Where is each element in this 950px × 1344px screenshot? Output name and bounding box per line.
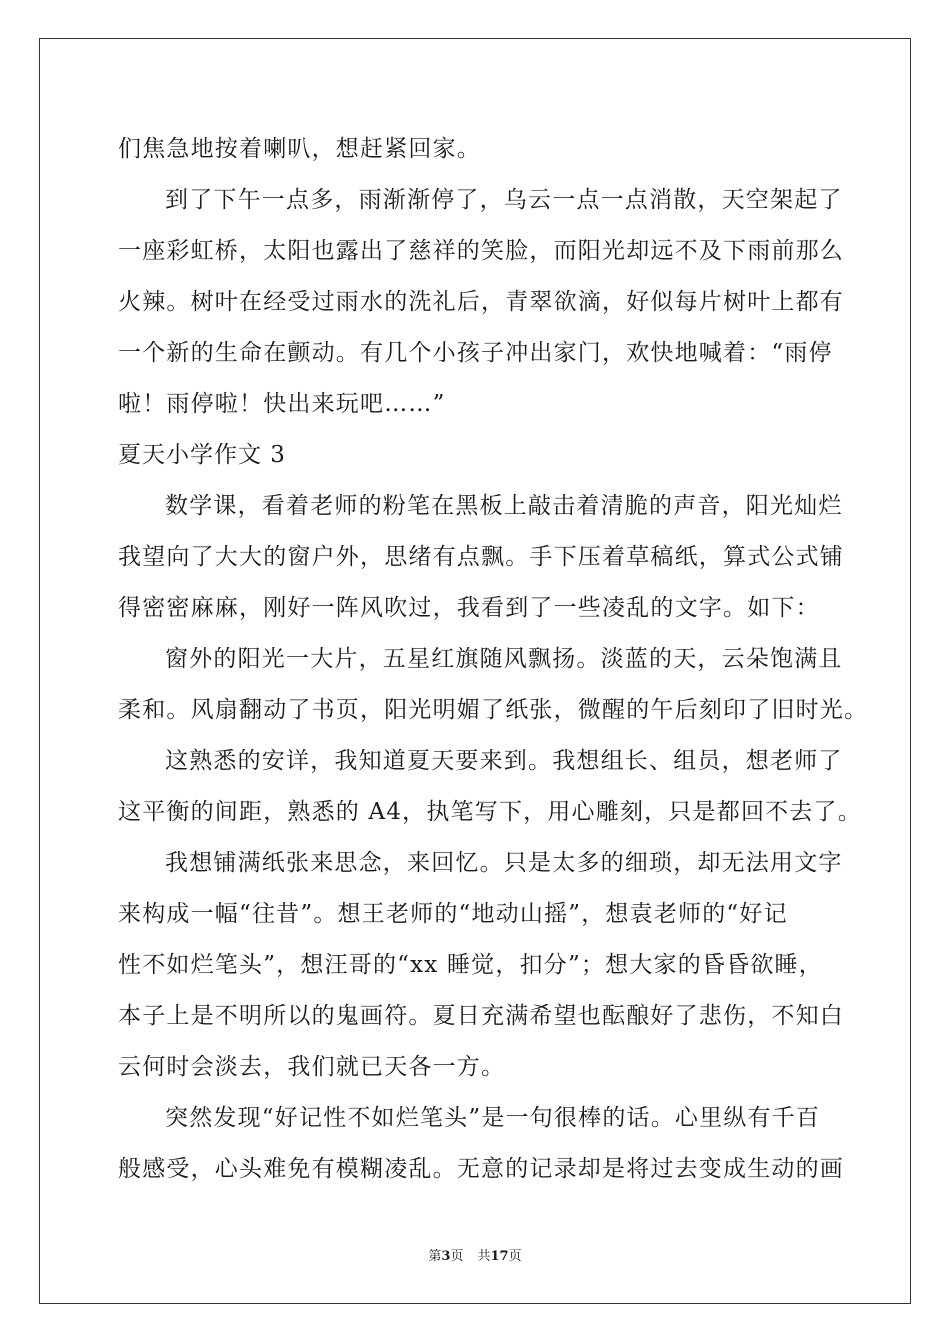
document-body [118,124,869,1195]
text-line-2: 到了下午一点多，雨渐渐停了，乌云一点一点消散，天空架起了 [165,187,843,213]
text-line-12: 柔和。风扇翻动了书页，阳光明媚了纸张，微醒的午后刻印了旧时光。 [118,697,869,723]
text-line-10: 得密密麻麻，刚好一阵风吹过，我看到了一些凌乱的文字。如下： [118,595,820,621]
text-line-20: 突然发现“好记性不如烂笔头”是一句很棒的话。心里纵有千百 [165,1105,821,1131]
text-line-3: 一座彩虹桥，太阳也露出了慈祥的笑脸，而阳光却远不及下雨前那么 [118,238,844,264]
text-line-14: 这平衡的间距，熟悉的 A4，执笔写下，用心雕刻，只是都回不去了。 [118,799,862,825]
text-line-15: 我想铺满纸张来思念，来回忆。只是太多的细琐，却无法用文字 [165,850,843,876]
text-line-17: 性不如烂笔头”，想汪哥的“xx 睡觉，扣分”；想大家的昏昏欲睡， [118,952,823,978]
text-line-13: 这熟悉的安详，我知道夏天要来到。我想组长、组员，想老师了 [165,748,843,774]
text-line-1: 们焦急地按着喇叭，想赶紧回家。 [118,136,481,162]
text-line-16: 来构成一幅“往昔”。想王老师的“地动山摇”，想袁老师的“好记 [118,901,788,927]
text-line-4: 火辣。树叶在经受过雨水的洗礼后，青翠欲滴，好似每片树叶上都有 [118,289,844,315]
page-unit: 页 [450,1249,464,1264]
text-line-9: 我望向了大大的窗户外，思绪有点飘。手下压着草稿纸，算式公式铺 [118,544,844,570]
text-line-19: 云何时会淡去，我们就已天各一方。 [118,1054,506,1080]
text-line-21: 般感受，心头难免有模糊凌乱。无意的记录却是将过去变成生动的画 [118,1156,844,1182]
page-total: 17 [490,1249,509,1264]
total-prefix: 共 [477,1249,491,1264]
page-footer [0,1248,950,1266]
section-heading: 夏天小学作文 3 [118,442,286,468]
page-prefix: 第 [428,1249,442,1264]
text-line-6: 啦！雨停啦！快出来玩吧……” [118,391,446,417]
total-unit: 页 [508,1249,522,1264]
text-line-18: 本子上是不明所以的鬼画符。夏日充满希望也酝酿好了悲伤，不知白 [118,1003,844,1029]
text-line-5: 一个新的生命在颤动。有几个小孩子冲出家门，欢快地喊着：“雨停 [118,340,833,366]
text-line-11: 窗外的阳光一大片，五星红旗随风飘扬。淡蓝的天，云朵饱满且 [165,646,843,672]
text-line-8: 数学课，看着老师的粉笔在黑板上敲击着清脆的声音，阳光灿烂 [165,493,843,519]
page-current: 3 [441,1249,451,1264]
